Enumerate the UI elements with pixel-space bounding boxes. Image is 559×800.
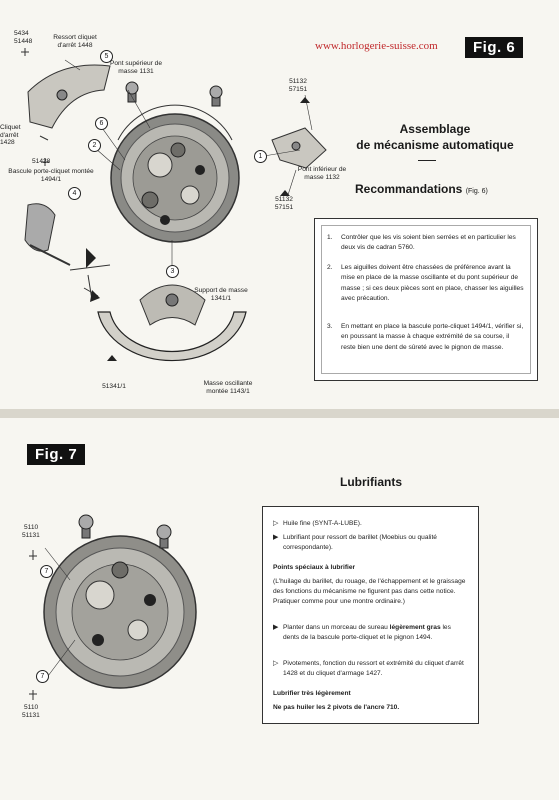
callout-5: 5: [100, 50, 113, 63]
label-pont-inferieur: Pont inférieur de masse 1132: [297, 166, 347, 181]
lubricant-item: ▷ Huile fine (SYNT-A-LUBE).: [273, 520, 362, 527]
footer-note-1: Lubrifier très légèrement: [273, 690, 351, 697]
recommendation-item: 3. En mettant en place la bascule porte-cliquet 1494/1, vérifier si, en poussant la masse à chaque extrémité de sa course, il reste bien une dent de sûreté avec le pignon de masse.: [327, 323, 524, 351]
ref-51132-a: 51132: [289, 78, 307, 85]
fig6-badge: Fig. 6: [465, 37, 523, 58]
callout-6: 6: [95, 117, 108, 130]
ref-5110-b: 5110: [24, 704, 39, 711]
ref-57151-b: 57151: [274, 204, 294, 211]
recommendation-item: 1. Contrôler que les vis soient bien serrées et en particulier les deux vis de cadran 5760.: [327, 234, 516, 252]
special-point-item: ▶ Planter dans un morceau de sureau légèrement gras les dents de la bascule porte-cliquet et le pignon 1494.: [273, 624, 451, 641]
ref-57151-a: 57151: [288, 86, 308, 93]
recommendations-title: Recommandations (Fig. 6): [355, 182, 488, 196]
special-points-heading: Points spéciaux à lubrifier: [273, 564, 356, 571]
label-bascule: Bascule porte-cliquet montée 1494/1: [8, 168, 94, 183]
callout-2: 2: [88, 139, 101, 152]
fig7-movement-drawing: [29, 515, 196, 700]
ref-51131-b: 51131: [22, 712, 40, 719]
callout-7-top: 7: [40, 565, 53, 578]
ref-51448: 51448: [14, 38, 33, 45]
special-point-item: ▷ Pivotements, fonction du ressort et extrémité du cliquet d'arrêt 1428 et du cliquet d'armage 1427.: [273, 660, 464, 677]
title-dash: [418, 160, 436, 161]
ref-51428: 51428: [32, 158, 51, 165]
recommendation-item: 2. Les aiguilles doivent être chassées de préférence avant la mise en place de la masse oscillante et du pont supérieur de masse ; si ces deux pièces sont en place, chasser les aiguilles avec précaution.: [327, 264, 524, 303]
assembly-title-line1: Assemblage: [399, 122, 471, 136]
ref-5434: 5434: [14, 30, 29, 37]
ref-5110-a: 5110: [24, 524, 39, 531]
label-cliquet-arret: Cliquet d'arrêt 1428: [0, 124, 21, 147]
label-support-masse: Support de masse 1341/1: [194, 287, 248, 302]
ref-51131-a: 51131: [22, 532, 40, 539]
special-points-note: (L'huilage du barillet, du rouage, de l'échappement et le graissage des fonctions du mécanisme ne figurent pas dans cette notice. Pratiquer comme pour une montre ordinaire.): [273, 578, 466, 605]
lubricants-title: Lubrifiants: [340, 475, 402, 489]
assembly-title-line2: de mécanisme automatique: [356, 138, 514, 152]
footer-note-2: Ne pas huiler les 2 pivots de l'ancre 710.: [273, 704, 400, 711]
callout-4: 4: [68, 187, 81, 200]
site-url[interactable]: www.horlogerie-suisse.com: [315, 40, 438, 52]
callout-1: 1: [254, 150, 267, 163]
lubricant-item: ▶ Lubrifiant pour ressort de barillet (Moebius ou qualité correspondante).: [273, 534, 437, 551]
fig7-badge: Fig. 7: [27, 444, 85, 465]
callout-3: 3: [166, 265, 179, 278]
ref-51341: 51341/1: [102, 383, 126, 390]
ref-51132-b: 51132: [275, 196, 293, 203]
callout-7-bottom: 7: [36, 670, 49, 683]
label-ressort-cliquet: Ressort cliquet d'arrêt 1448: [53, 34, 97, 49]
recommendations-box: [314, 218, 538, 381]
lubricants-box: [262, 506, 479, 724]
label-masse-oscillante: Masse oscillante montée 1143/1: [203, 380, 253, 395]
label-pont-superieur: Pont supérieur de masse 1131: [109, 60, 163, 75]
